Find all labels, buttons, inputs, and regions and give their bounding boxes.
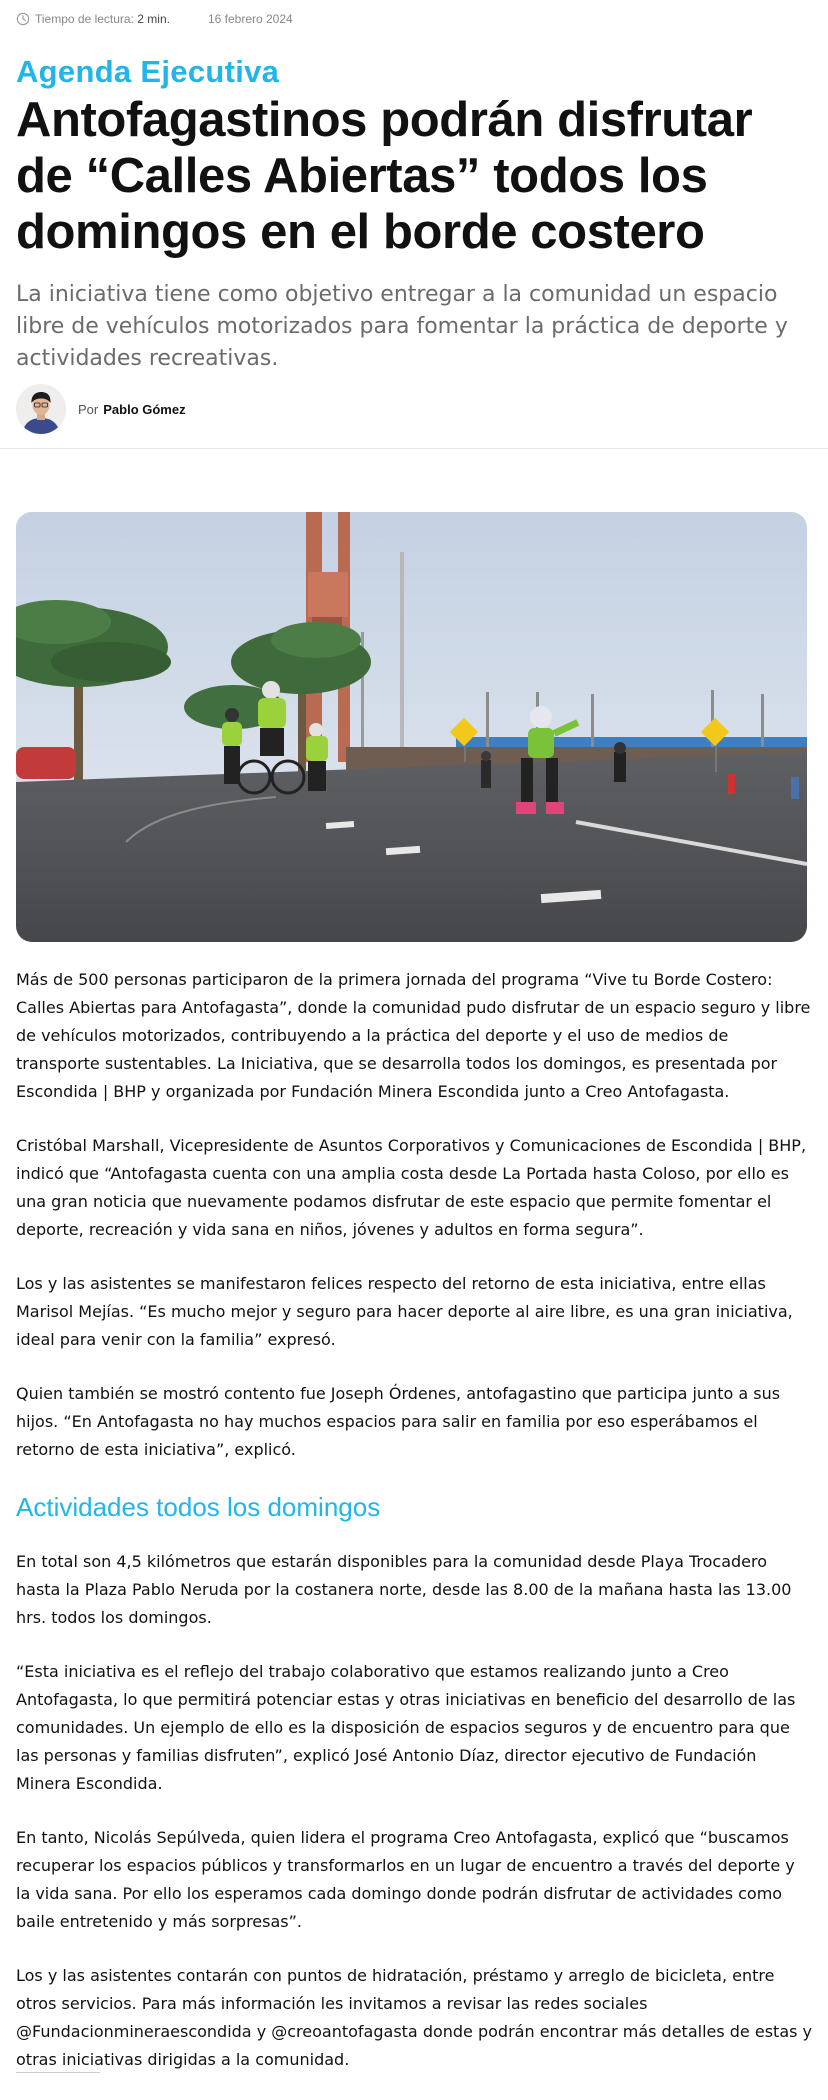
hero-image <box>16 512 807 942</box>
publish-date: 16 febrero 2024 <box>207 12 293 26</box>
author-byline <box>16 384 186 434</box>
author-avatar[interactable] <box>16 384 66 434</box>
author-name[interactable]: Pablo Gómez <box>103 401 186 417</box>
paragraph: “Esta iniciativa es el reflejo del trabajo colaborativo que estamos realizando junto a Creo Antofagasta, lo que permitirá potenciar estas y otras iniciativas en beneficio del desarrollo de las comunidades. Un ejemplo de ello es la disposición de espacios seguros y de encuentro para que las personas y familias disfruten”, explicó José Antonio Díaz, director ejecutivo de Fundación Minera Escondida. <box>16 1662 796 1793</box>
clock-icon <box>16 12 30 26</box>
reading-time-value: 2 min. <box>137 12 170 26</box>
paragraph: Los y las asistentes contarán con puntos de hidratación, préstamo y arreglo de bicicleta, entre otros servicios. Para más información les invitamos a revisar las redes sociales @Fundacionmineraescondida y @creoantofagasta donde podrán encontrar más detalles de estas y otras iniciativas dirigidas a la comunidad. <box>16 1966 813 2069</box>
paragraph: Cristóbal Marshall, Vicepresidente de Asuntos Corporativos y Comunicaciones de Escondida | BHP, indicó que “Antofagasta cuenta con una amplia costa desde La Portada hasta Coloso, por ello es una gran noticia que nuevamente podamos disfrutar de este espacio que permite fomentar el deporte, recreación y vida sana en niños, jóvenes y adultos en forma segura”. <box>16 1136 807 1239</box>
paragraph: Más de 500 personas participaron de la primera jornada del programa “Vive tu Borde Costero: Calles Abiertas para Antofagasta”, donde la comunidad pudo disfrutar de un espacio seguro y libre de vehículos motorizados, contribuyendo a la práctica del deporte y el uso de medios de transporte sustentables. La Iniciativa, que se desarrolla todos los domingos, es presentada por Escondida | BHP y organizada por Fundación Minera Escondida junto a Creo Antofagasta. <box>16 970 811 1101</box>
header-divider <box>0 448 828 449</box>
paragraph: Los y las asistentes se manifestaron felices respecto del retorno de esta iniciativa, entre ellas Marisol Mejías. “Es mucho mejor y seguro para hacer deporte al aire libre, es una gran iniciativa, ideal para venir con la familia” expresó. <box>16 1274 793 1349</box>
section-heading: Actividades todos los domingos <box>16 1492 381 1522</box>
paragraph: En tanto, Nicolás Sepúlveda, quien lidera el programa Creo Antofagasta, explicó que “buscamos recuperar los espacios públicos y transformarlos en un lugar de encuentro a través del deporte y la vida sana. Por ello los esperamos cada domingo donde podrán disfrutar de actividades como baile entretenido y más sorpresas”. <box>16 1828 795 1931</box>
article-meta <box>16 12 293 26</box>
article-headline: Antofagastinos podrán disfrutar de “Calles Abiertas” todos los domingos en el borde costero <box>16 93 753 259</box>
reading-time <box>35 12 170 26</box>
reading-time-label: Tiempo de lectura: <box>35 12 134 26</box>
person-icon <box>16 384 66 434</box>
article-subtitle: La iniciativa tiene como objetivo entregar a la comunidad un espacio libre de vehículos motorizados para fomentar la práctica de deporte y actividades recreativas. <box>16 282 788 371</box>
article-body <box>16 966 812 2100</box>
paragraph: En total son 4,5 kilómetros que estarán disponibles para la comunidad desde Playa Trocadero hasta la Plaza Pablo Neruda por la costanera norte, desde las 8.00 de la mañana hasta las 13.00 hrs. todos los domingos. <box>16 1552 792 1627</box>
article-end-rule <box>16 2072 100 2073</box>
byline-prefix: Por <box>78 401 99 417</box>
photo-icon <box>16 512 807 942</box>
paragraph: Quien también se mostró contento fue Joseph Órdenes, antofagastino que participa junto a sus hijos. “En Antofagasta no hay muchos espacios para salir en familia por eso esperábamos el retorno de esta iniciativa”, explicó. <box>16 1384 781 1459</box>
section-kicker[interactable]: Agenda Ejecutiva <box>16 54 280 89</box>
